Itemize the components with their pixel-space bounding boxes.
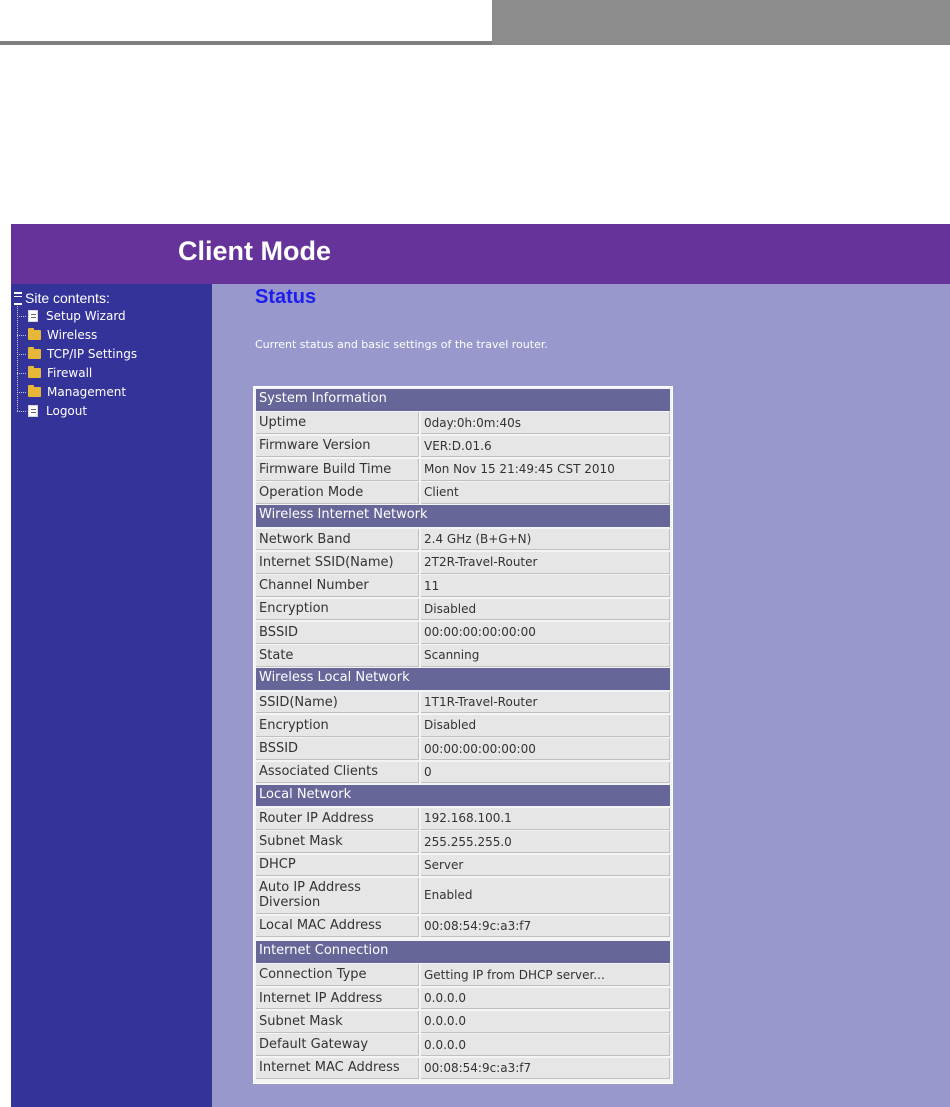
section-header-local-network: Local Network (256, 785, 670, 807)
sidebar-item-firewall[interactable] (17, 364, 92, 382)
page-description: Current status and basic settings of the travel router. (255, 338, 548, 351)
row-value: 2.4 GHz (B+G+N) (421, 529, 670, 551)
table-row (256, 692, 670, 714)
row-value: 0day:0h:0m:40s (421, 412, 670, 434)
table-row (256, 916, 670, 938)
row-label: Connection Type (256, 964, 419, 986)
row-label: Internet SSID(Name) (256, 552, 419, 574)
row-label: Network Band (256, 529, 419, 551)
row-value: Server (421, 855, 670, 877)
page-title: Status (255, 286, 317, 308)
section-header-wireless-local: Wireless Local Network (256, 668, 670, 690)
row-label: State (256, 645, 419, 667)
sidebar-item-label: TCP/IP Settings (47, 347, 138, 361)
page-banner-title: Client Mode (178, 236, 331, 266)
document-icon (28, 310, 38, 322)
table-row (256, 1011, 670, 1033)
row-value: 00:08:54:9c:a3:f7 (421, 1058, 670, 1080)
table-row (256, 964, 670, 986)
table-row (256, 878, 670, 914)
row-value: 00:08:54:9c:a3:f7 (421, 916, 670, 938)
table-row (256, 762, 670, 784)
row-label: Internet MAC Address (256, 1058, 419, 1080)
sidebar-item-setup-wizard[interactable] (17, 307, 126, 325)
sidebar-item-wireless[interactable] (17, 326, 97, 344)
table-row (256, 808, 670, 830)
sidebar-item-management[interactable] (17, 383, 126, 401)
row-label: Local MAC Address (256, 916, 419, 938)
row-value: Getting IP from DHCP server... (421, 964, 670, 986)
row-label: SSID(Name) (256, 692, 419, 714)
table-row (256, 575, 670, 597)
tree-root-icon (14, 292, 22, 305)
row-value: 0.0.0.0 (421, 1011, 670, 1033)
tree-branch (17, 392, 26, 393)
tree-branch (17, 411, 26, 412)
section-header-internet-connection: Internet Connection (256, 941, 670, 963)
table-row (256, 599, 670, 621)
row-label: Encryption (256, 599, 419, 621)
status-table (253, 386, 673, 1084)
table-row (256, 459, 670, 481)
row-value: 00:00:00:00:00:00 (421, 738, 670, 760)
folder-icon (28, 368, 41, 378)
top-divider-line (0, 41, 492, 45)
table-row (256, 622, 670, 644)
row-value: 00:00:00:00:00:00 (421, 622, 670, 644)
top-gray-block (492, 0, 950, 45)
row-label: Default Gateway (256, 1034, 419, 1056)
sidebar-item-logout[interactable] (17, 402, 87, 420)
row-label: Encryption (256, 715, 419, 737)
table-row (256, 831, 670, 853)
header-banner (11, 224, 950, 284)
row-label: Associated Clients (256, 762, 419, 784)
row-label: Firmware Version (256, 436, 419, 458)
row-label: Subnet Mask (256, 1011, 419, 1033)
table-row (256, 855, 670, 877)
table-row (256, 715, 670, 737)
row-label: Operation Mode (256, 482, 419, 504)
table-row (256, 738, 670, 760)
row-label: Auto IP Address Diversion (256, 878, 419, 914)
row-label: BSSID (256, 738, 419, 760)
table-row (256, 436, 670, 458)
row-value: 0.0.0.0 (421, 1034, 670, 1056)
section-header-wireless-internet: Wireless Internet Network (256, 505, 670, 527)
row-value: 0.0.0.0 (421, 988, 670, 1010)
row-value: 2T2R-Travel-Router (421, 552, 670, 574)
row-value: Client (421, 482, 670, 504)
table-row (256, 552, 670, 574)
row-value: Disabled (421, 599, 670, 621)
row-value: 11 (421, 575, 670, 597)
tree-branch (17, 335, 26, 336)
sidebar (11, 284, 212, 1107)
sidebar-item-tcpip-settings[interactable] (17, 345, 137, 363)
table-row (256, 412, 670, 434)
tree-branch (17, 373, 26, 374)
folder-icon (28, 387, 41, 397)
router-frame (11, 224, 950, 1107)
section-header-system: System Information (256, 389, 670, 411)
tree-branch (17, 316, 26, 317)
row-value: Scanning (421, 645, 670, 667)
row-label: Internet IP Address (256, 988, 419, 1010)
row-value: 1T1R-Travel-Router (421, 692, 670, 714)
row-value: Disabled (421, 715, 670, 737)
row-value: VER:D.01.6 (421, 436, 670, 458)
row-value: 192.168.100.1 (421, 808, 670, 830)
sidebar-item-label: Management (47, 385, 127, 399)
row-label: BSSID (256, 622, 419, 644)
tree-branch (17, 354, 26, 355)
row-label: Channel Number (256, 575, 419, 597)
row-label: Uptime (256, 412, 419, 434)
row-label: Subnet Mask (256, 831, 419, 853)
site-contents-root[interactable] (14, 290, 110, 306)
folder-icon (28, 330, 41, 340)
row-value: Enabled (421, 878, 670, 914)
table-row (256, 482, 670, 504)
table-row (256, 1034, 670, 1056)
document-icon (28, 405, 38, 417)
sidebar-item-label: Setup Wizard (46, 309, 126, 323)
row-label: Firmware Build Time (256, 459, 419, 481)
site-contents-label: Site contents: (25, 290, 110, 306)
sidebar-item-label: Firewall (47, 366, 93, 380)
table-row (256, 645, 670, 667)
row-label: Router IP Address (256, 808, 419, 830)
sidebar-item-label: Logout (46, 404, 88, 418)
table-row (256, 988, 670, 1010)
row-value: 0 (421, 762, 670, 784)
row-value: 255.255.255.0 (421, 831, 670, 853)
folder-icon (28, 349, 41, 359)
row-value: Mon Nov 15 21:49:45 CST 2010 (421, 459, 670, 481)
table-row (256, 529, 670, 551)
sidebar-item-label: Wireless (47, 328, 98, 342)
row-label: DHCP (256, 855, 419, 877)
table-row (256, 1058, 670, 1080)
